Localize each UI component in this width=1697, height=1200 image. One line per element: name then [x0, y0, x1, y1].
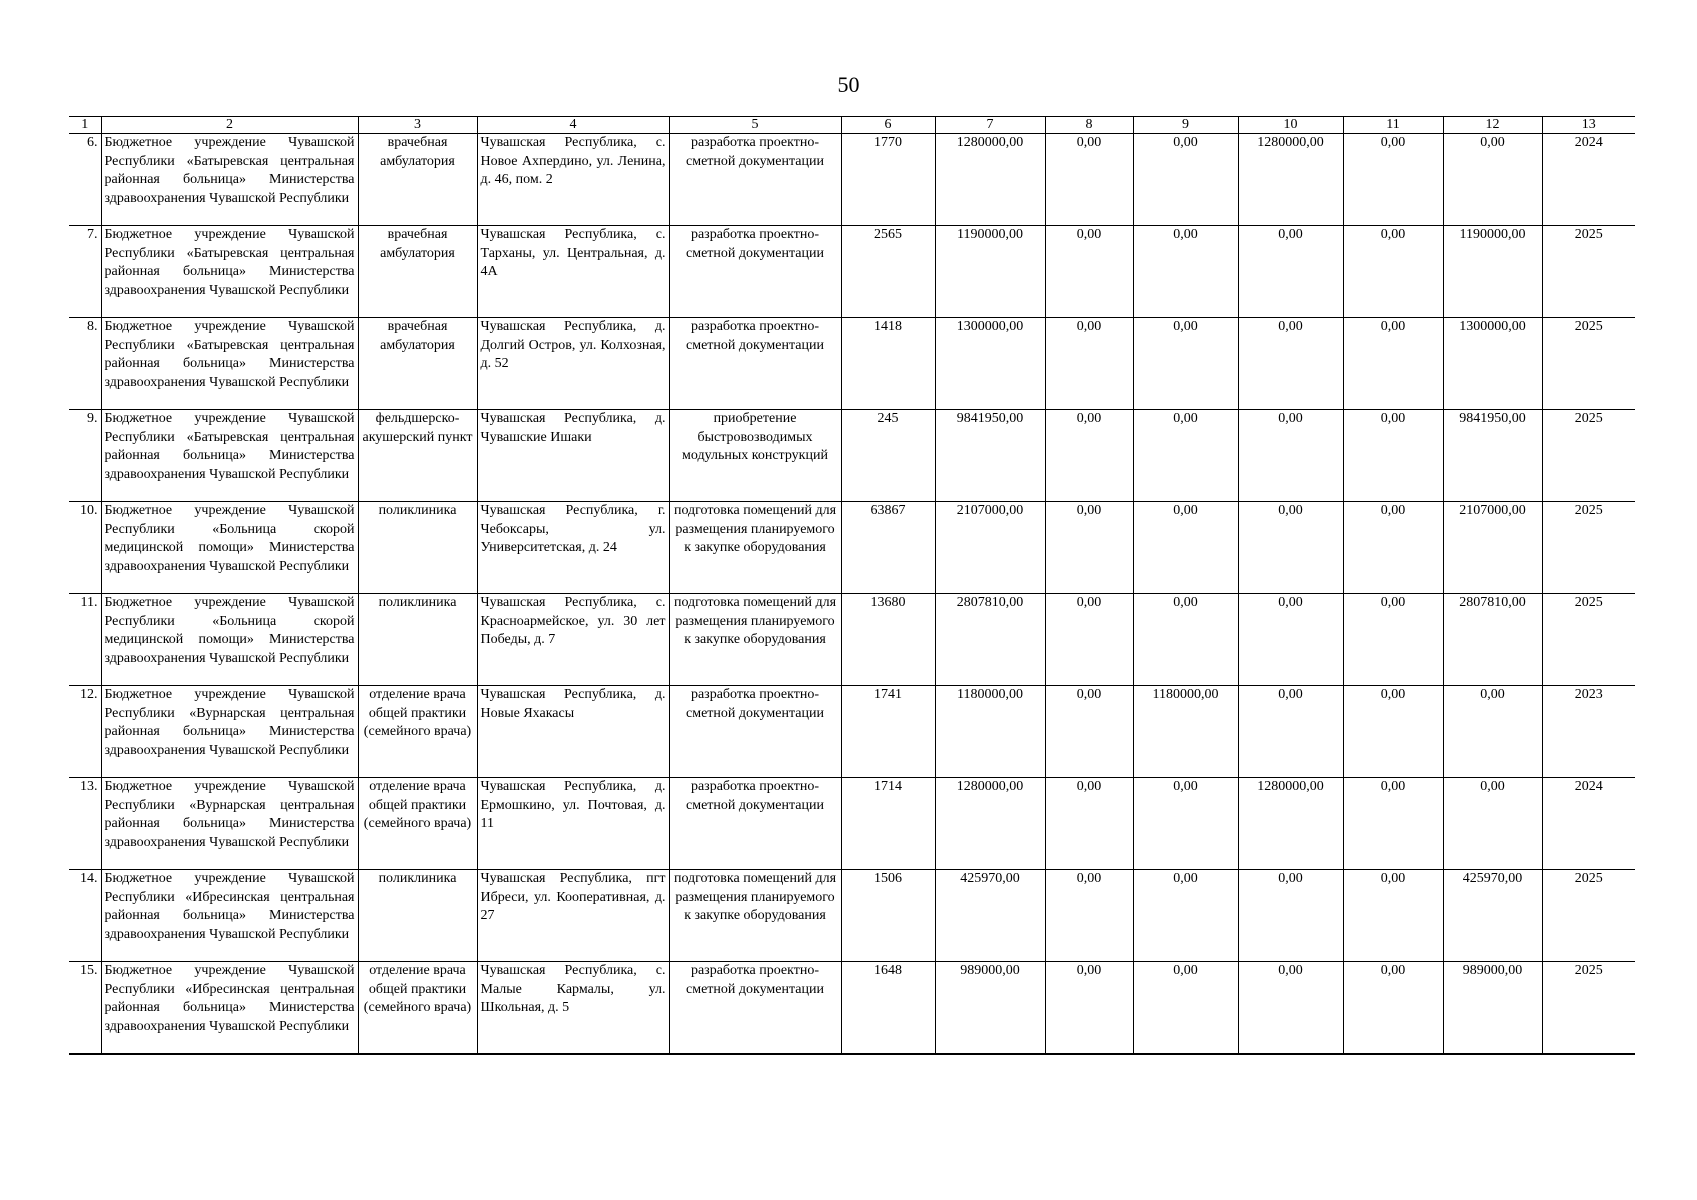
organization-cell: Бюджетное учреждение Чувашской Республики «Батыревская центральная районная больница» Министерства здравоохранения Чувашской Республики — [101, 134, 358, 226]
cost-cell: 0,00 — [1045, 962, 1133, 1054]
address-cell: Чувашская Республика, д. Ермошкино, ул. Почтовая, д. 11 — [477, 778, 669, 870]
cost-cell: 0,00 — [1045, 502, 1133, 594]
address-cell: Чувашская Республика, д. Чувашские Ишаки — [477, 410, 669, 502]
total-cost-cell: 2107000,00 — [935, 502, 1045, 594]
organization-cell: Бюджетное учреждение Чувашской Республики «Батыревская центральная районная больница» Министерства здравоохранения Чувашской Республики — [101, 226, 358, 318]
area-cell: 1741 — [841, 686, 935, 778]
row-number: 9. — [69, 410, 101, 502]
cost-cell: 0,00 — [1343, 502, 1443, 594]
cost-cell: 0,00 — [1133, 962, 1238, 1054]
cost-cell: 0,00 — [1238, 318, 1343, 410]
row-number: 6. — [69, 134, 101, 226]
cost-cell: 0,00 — [1045, 134, 1133, 226]
total-cost-cell: 425970,00 — [935, 870, 1045, 962]
work-type-cell: разработка проектно-сметной документации — [669, 686, 841, 778]
area-cell: 1648 — [841, 962, 935, 1054]
cost-cell: 0,00 — [1133, 594, 1238, 686]
cost-cell: 0,00 — [1443, 686, 1542, 778]
table-body — [69, 134, 1635, 1054]
year-cell: 2025 — [1542, 226, 1635, 318]
total-cost-cell: 1300000,00 — [935, 318, 1045, 410]
cost-cell: 9841950,00 — [1443, 410, 1542, 502]
col-header: 4 — [477, 117, 669, 134]
cost-cell: 0,00 — [1238, 410, 1343, 502]
facility-type-cell: поликлиника — [358, 870, 477, 962]
area-cell: 245 — [841, 410, 935, 502]
cost-cell: 0,00 — [1238, 502, 1343, 594]
header-row — [69, 117, 1635, 134]
cost-cell: 0,00 — [1045, 778, 1133, 870]
cost-cell: 0,00 — [1045, 318, 1133, 410]
address-cell: Чувашская Республика, с. Новое Ахпердино, ул. Ленина, д. 46, пом. 2 — [477, 134, 669, 226]
cost-cell: 0,00 — [1343, 686, 1443, 778]
cost-cell: 0,00 — [1045, 410, 1133, 502]
total-cost-cell: 2807810,00 — [935, 594, 1045, 686]
cost-cell: 0,00 — [1343, 962, 1443, 1054]
row-number: 13. — [69, 778, 101, 870]
facility-type-cell: врачебная амбулатория — [358, 134, 477, 226]
cost-cell: 0,00 — [1133, 410, 1238, 502]
cost-cell: 0,00 — [1343, 134, 1443, 226]
col-header: 7 — [935, 117, 1045, 134]
page-number: 50 — [837, 72, 860, 97]
work-type-cell: подготовка помещений для размещения планируемого к закупке оборудования — [669, 870, 841, 962]
facility-type-cell: отделение врача общей практики (семейного врача) — [358, 686, 477, 778]
area-cell: 1714 — [841, 778, 935, 870]
cost-cell: 0,00 — [1343, 594, 1443, 686]
total-cost-cell: 1280000,00 — [935, 778, 1045, 870]
cost-cell: 0,00 — [1238, 870, 1343, 962]
facility-type-cell: отделение врача общей практики (семейного врача) — [358, 778, 477, 870]
cost-cell: 1190000,00 — [1443, 226, 1542, 318]
facility-type-cell: фельдшерско-акушерский пункт — [358, 410, 477, 502]
cost-cell: 0,00 — [1045, 686, 1133, 778]
facility-type-cell: поликлиника — [358, 594, 477, 686]
cost-cell: 0,00 — [1443, 778, 1542, 870]
row-number: 8. — [69, 318, 101, 410]
area-cell: 63867 — [841, 502, 935, 594]
year-cell: 2025 — [1542, 962, 1635, 1054]
table-row — [69, 502, 1635, 594]
facilities-table — [69, 116, 1635, 1055]
organization-cell: Бюджетное учреждение Чувашской Республики «Больница скорой медицинской помощи» Министерства здравоохранения Чувашской Республики — [101, 594, 358, 686]
cost-cell: 1280000,00 — [1238, 134, 1343, 226]
organization-cell: Бюджетное учреждение Чувашской Республики «Вурнарская центральная районная больница» Министерства здравоохранения Чувашской Республики — [101, 778, 358, 870]
year-cell: 2023 — [1542, 686, 1635, 778]
year-cell: 2025 — [1542, 594, 1635, 686]
cost-cell: 0,00 — [1238, 686, 1343, 778]
work-type-cell: разработка проектно-сметной документации — [669, 962, 841, 1054]
col-header: 1 — [69, 117, 101, 134]
total-cost-cell: 1280000,00 — [935, 134, 1045, 226]
address-cell: Чувашская Республика, с. Тарханы, ул. Центральная, д. 4А — [477, 226, 669, 318]
cost-cell: 0,00 — [1133, 778, 1238, 870]
organization-cell: Бюджетное учреждение Чувашской Республики «Батыревская центральная районная больница» Министерства здравоохранения Чувашской Республики — [101, 410, 358, 502]
cost-cell: 1280000,00 — [1238, 778, 1343, 870]
work-type-cell: разработка проектно-сметной документации — [669, 226, 841, 318]
work-type-cell: разработка проектно-сметной документации — [669, 318, 841, 410]
cost-cell: 0,00 — [1045, 594, 1133, 686]
address-cell: Чувашская Республика, с. Малые Кармалы, ул. Школьная, д. 5 — [477, 962, 669, 1054]
total-cost-cell: 1190000,00 — [935, 226, 1045, 318]
cost-cell: 0,00 — [1343, 778, 1443, 870]
col-header: 2 — [101, 117, 358, 134]
row-number: 15. — [69, 962, 101, 1054]
row-number: 14. — [69, 870, 101, 962]
table-row — [69, 318, 1635, 410]
facility-type-cell: поликлиника — [358, 502, 477, 594]
year-cell: 2025 — [1542, 410, 1635, 502]
address-cell: Чувашская Республика, пгт Ибреси, ул. Кооперативная, д. 27 — [477, 870, 669, 962]
cost-cell: 0,00 — [1045, 226, 1133, 318]
table-row — [69, 686, 1635, 778]
table-row — [69, 594, 1635, 686]
cost-cell: 0,00 — [1443, 134, 1542, 226]
area-cell: 1770 — [841, 134, 935, 226]
table-header — [69, 117, 1635, 134]
cost-cell: 0,00 — [1343, 870, 1443, 962]
organization-cell: Бюджетное учреждение Чувашской Республики «Больница скорой медицинской помощи» Министерства здравоохранения Чувашской Республики — [101, 502, 358, 594]
col-header: 6 — [841, 117, 935, 134]
cost-cell: 2807810,00 — [1443, 594, 1542, 686]
year-cell: 2024 — [1542, 134, 1635, 226]
col-header: 5 — [669, 117, 841, 134]
cost-cell: 2107000,00 — [1443, 502, 1542, 594]
year-cell: 2025 — [1542, 318, 1635, 410]
work-type-cell: подготовка помещений для размещения планируемого к закупке оборудования — [669, 502, 841, 594]
total-cost-cell: 9841950,00 — [935, 410, 1045, 502]
cost-cell: 0,00 — [1343, 318, 1443, 410]
address-cell: Чувашская Республика, д. Долгий Остров, ул. Колхозная, д. 52 — [477, 318, 669, 410]
total-cost-cell: 1180000,00 — [935, 686, 1045, 778]
table-row — [69, 134, 1635, 226]
cost-cell: 0,00 — [1238, 226, 1343, 318]
cost-cell: 1300000,00 — [1443, 318, 1542, 410]
total-cost-cell: 989000,00 — [935, 962, 1045, 1054]
organization-cell: Бюджетное учреждение Чувашской Республики «Ибресинская центральная районная больница» Министерства здравоохранения Чувашской Республики — [101, 870, 358, 962]
work-type-cell: приобретение быстровозводимых модульных конструкций — [669, 410, 841, 502]
organization-cell: Бюджетное учреждение Чувашской Республики «Ибресинская центральная районная больница» Министерства здравоохранения Чувашской Республики — [101, 962, 358, 1054]
address-cell: Чувашская Республика, г. Чебоксары, ул. Университетская, д. 24 — [477, 502, 669, 594]
row-number: 12. — [69, 686, 101, 778]
cost-cell: 0,00 — [1133, 870, 1238, 962]
row-number: 11. — [69, 594, 101, 686]
cost-cell: 989000,00 — [1443, 962, 1542, 1054]
address-cell: Чувашская Республика, с. Красноармейское, ул. 30 лет Победы, д. 7 — [477, 594, 669, 686]
cost-cell: 0,00 — [1133, 134, 1238, 226]
organization-cell: Бюджетное учреждение Чувашской Республики «Вурнарская центральная районная больница» Министерства здравоохранения Чувашской Республики — [101, 686, 358, 778]
col-header: 11 — [1343, 117, 1443, 134]
cost-cell: 0,00 — [1343, 410, 1443, 502]
cost-cell: 0,00 — [1133, 226, 1238, 318]
table-row — [69, 226, 1635, 318]
year-cell: 2025 — [1542, 870, 1635, 962]
col-header: 13 — [1542, 117, 1635, 134]
col-header: 9 — [1133, 117, 1238, 134]
col-header: 3 — [358, 117, 477, 134]
table-row — [69, 778, 1635, 870]
year-cell: 2024 — [1542, 778, 1635, 870]
facility-type-cell: врачебная амбулатория — [358, 226, 477, 318]
facility-type-cell: врачебная амбулатория — [358, 318, 477, 410]
table-row — [69, 410, 1635, 502]
col-header: 12 — [1443, 117, 1542, 134]
cost-cell: 0,00 — [1238, 594, 1343, 686]
organization-cell: Бюджетное учреждение Чувашской Республики «Батыревская центральная районная больница» Министерства здравоохранения Чувашской Республики — [101, 318, 358, 410]
col-header: 8 — [1045, 117, 1133, 134]
cost-cell: 0,00 — [1045, 870, 1133, 962]
area-cell: 1506 — [841, 870, 935, 962]
row-number: 7. — [69, 226, 101, 318]
address-cell: Чувашская Республика, д. Новые Яхакасы — [477, 686, 669, 778]
work-type-cell: подготовка помещений для размещения планируемого к закупке оборудования — [669, 594, 841, 686]
area-cell: 2565 — [841, 226, 935, 318]
cost-cell: 0,00 — [1133, 502, 1238, 594]
facility-type-cell: отделение врача общей практики (семейного врача) — [358, 962, 477, 1054]
cost-cell: 1180000,00 — [1133, 686, 1238, 778]
table-row — [69, 870, 1635, 962]
year-cell: 2025 — [1542, 502, 1635, 594]
work-type-cell: разработка проектно-сметной документации — [669, 134, 841, 226]
cost-cell: 0,00 — [1133, 318, 1238, 410]
row-number: 10. — [69, 502, 101, 594]
area-cell: 13680 — [841, 594, 935, 686]
cost-cell: 0,00 — [1238, 962, 1343, 1054]
cost-cell: 0,00 — [1343, 226, 1443, 318]
area-cell: 1418 — [841, 318, 935, 410]
col-header: 10 — [1238, 117, 1343, 134]
work-type-cell: разработка проектно-сметной документации — [669, 778, 841, 870]
cost-cell: 425970,00 — [1443, 870, 1542, 962]
table-row — [69, 962, 1635, 1054]
